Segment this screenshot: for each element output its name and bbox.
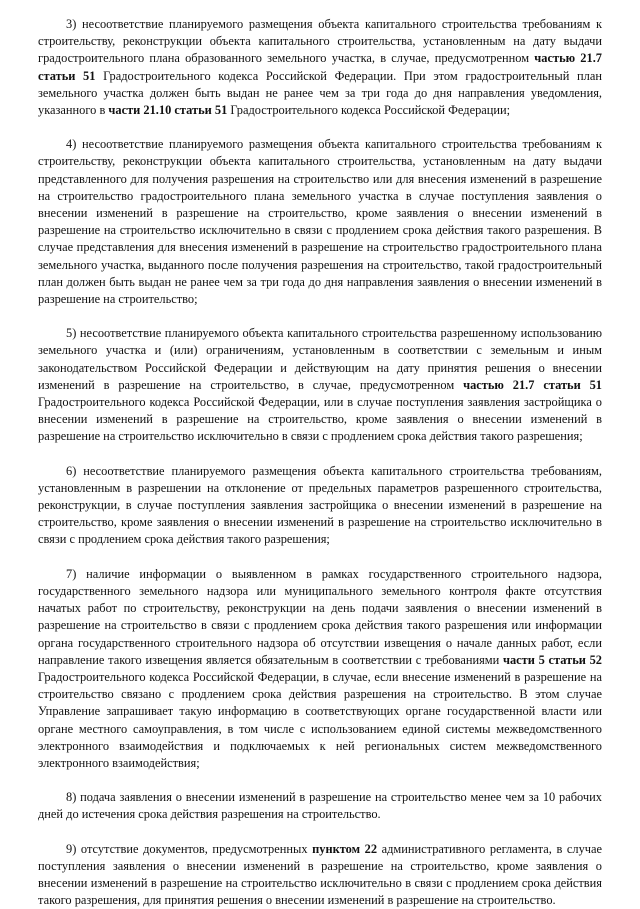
legal-reference: пунктом 22 [312, 841, 378, 856]
legal-reference: частью 21.7 статьи 51 [38, 51, 602, 83]
paragraph-item-4 [38, 136, 602, 308]
text-run: 9) отсутствие документов, предусмотренных [66, 841, 313, 856]
text-run: Градостроительного кодекса Российской Федерации. При этом градостроительный план земельного участка должен быть выдан не ранее чем за три года до дня направления уведомления, указанного в [38, 68, 602, 118]
text-run: 8) подача заявления о внесении изменений в разрешение на строительство менее чем за 10 рабочих дней до истечения срока действия разрешения на строительство. [38, 790, 602, 822]
paragraph-item-5 [38, 325, 602, 445]
text-run: 7) наличие информации о выявленном в рамках государственного строительного надзора, государственного земельного надзора или муниципального земельного контроля факте отсутствия начатых работ по строительству, реконструкции на день подачи заявления о внесении изменений в разрешение на строительство в связи с продлением срока действия такого разрешения или информации органа государственного строительного надзора об отсутствии извещения о начале данных работ, если направление такого извещения является обязательным в соответствии с требованиями [38, 566, 602, 667]
paragraph-item-9 [38, 841, 602, 909]
text-run: Градостроительного кодекса Российской Федерации; [227, 103, 511, 118]
paragraph-item-8 [38, 789, 602, 823]
paragraph-item-3 [38, 16, 602, 119]
legal-reference: частью 21.7 статьи 51 [463, 377, 603, 392]
text-run: 4) несоответствие планируемого размещения объекта капитального строительства требованиям к строительству, реконструкции объекта капитального строительства, установленным на дату выдачи представленного для получения разрешения на строительство или для внесения изменений в разрешение на строительство градостроительного плана земельного участка в случае поступления заявления о внесении изменений в разрешение на строительство, кроме заявления о внесении изменений в разрешение на строительство исключительно в связи с продлением срока действия такого разрешения. В случае представления для внесения изменений в разрешение на строительство градостроительного плана земельного участка, выданного после получения разрешения на строительство, такой градостроительный план должен быть выдан не ранее чем за три года до дня направления заявления о внесении изменений в разрешение на строительство; [38, 137, 602, 307]
legal-reference: части 21.10 статьи 51 [108, 103, 228, 118]
text-run: 6) несоответствие планируемого размещения объекта капитального строительства требованиям, установленным в разрешении на отклонение от предельных параметров разрешенного строительства, реконструкции, в случае поступления заявления застройщика о внесении изменений в разрешение на строительство, кроме заявления о внесении изменений в разрешение на строительство исключительно в связи с продлением срока действия такого разрешения; [38, 463, 602, 547]
paragraph-item-7 [38, 566, 602, 772]
text-run: Градостроительного кодекса Российской Федерации, или в случае поступления заявления застройщика о внесении изменений в разрешение на строительство, кроме заявления о внесении изменений в разрешение на строительство исключительно в связи с продлением срока действия такого разрешения; [38, 395, 602, 444]
legal-reference: части 5 статьи 52 [502, 652, 602, 667]
text-run: 3) несоответствие планируемого размещения объекта капитального строительства требованиям к строительству, реконструкции объекта капитального строительства, установленным на дату выдачи градостроительного плана образованного земельного участка, в случае, предусмотренном [38, 17, 602, 66]
text-run: 5) несоответствие планируемого объекта капитального строительства разрешенному использованию земельного участка и (или) ограничениям, установленным в соответствии с земельным и иным законодательством Российской Федерации и действующим на дату принятия решения о внесении изменений в разрешение на строительство, в случае, предусмотренном [38, 326, 602, 392]
text-run: административного регламента, в случае поступления заявления о внесении изменений в разрешение на строительство, кроме заявления о внесении изменений в разрешение на строительство исключительно в связи с продлением срока действия такого разрешения, для принятия решения о внесении изменений в разрешение на строительство. [38, 841, 602, 908]
paragraph-item-6 [38, 463, 602, 549]
text-run: Градостроительного кодекса Российской Федерации, в случае, если внесение изменений в разрешение на строительство связано с продлением срока действия разрешения на строительство. В этом случае Управление запрашивает такую информацию в соответствующих органе государственной власти или органе местного самоуправления, в том числе с использованием единой системы межведомственного электронного взаимодействия и подключаемых к ней региональных систем межведомственного электронного взаимодействия; [38, 669, 602, 770]
